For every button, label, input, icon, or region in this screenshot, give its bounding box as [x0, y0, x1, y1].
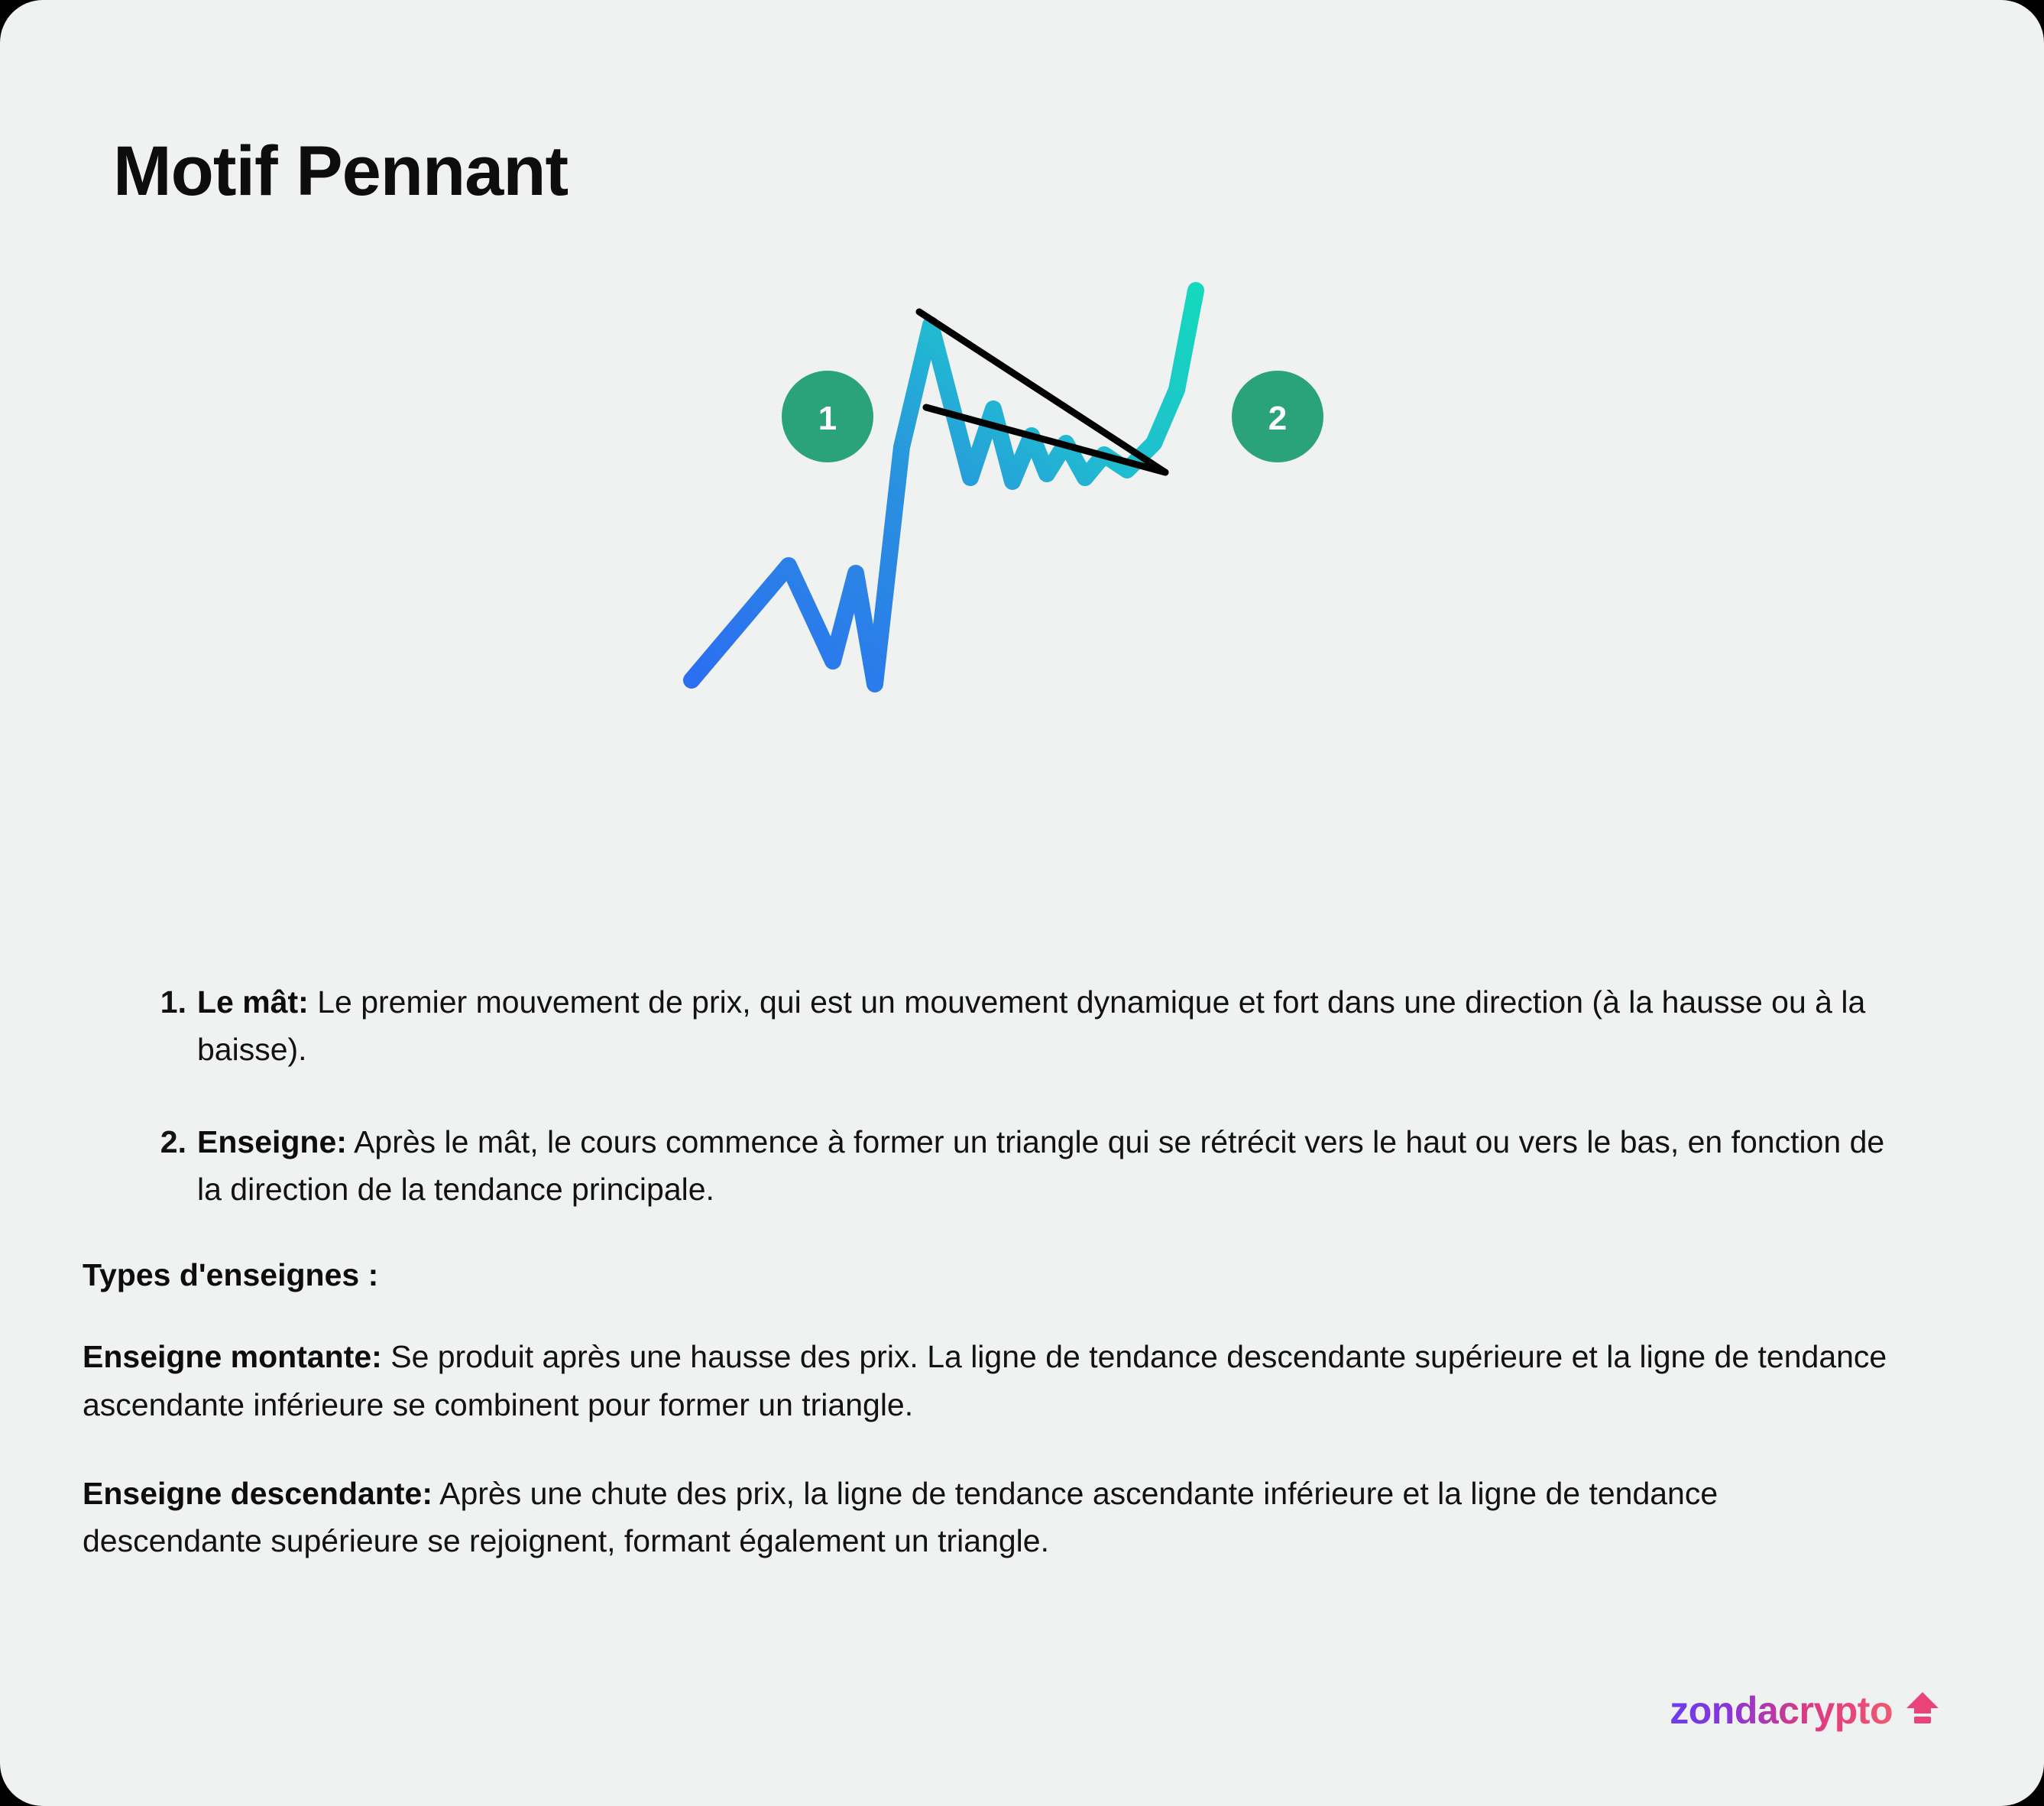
paragraph-falling-pennant	[83, 1470, 1899, 1565]
step-term: Enseigne:	[197, 1123, 347, 1159]
zonda-arrow-icon	[1902, 1688, 1943, 1733]
brand-logo	[1670, 1688, 1943, 1733]
marker-2-label: 2	[1268, 400, 1288, 437]
step-number: 1.	[160, 984, 186, 1020]
brand-name: zondacrypto	[1670, 1688, 1893, 1732]
marker-1-label: 1	[818, 400, 837, 437]
marker-1	[782, 371, 873, 462]
step-term: Le mât:	[197, 984, 309, 1020]
paragraph-text: Se produit après une hausse des prix. La ligne de tendance descendante supérieure et la ligne de tendance ascendante inférieure se combinent pour former un triangle.	[83, 1339, 1887, 1422]
list-item	[145, 1118, 1891, 1214]
types-heading: Types d'enseignes :	[83, 1257, 379, 1293]
paragraph-term: Enseigne descendante:	[83, 1475, 432, 1511]
steps-list	[0, 978, 2044, 1213]
paragraph-text: Après une chute des prix, la ligne de tendance ascendante inférieure et la ligne de tendance descendante supérieure se rejoignent, formant également un triangle.	[83, 1475, 1718, 1559]
marker-2	[1232, 371, 1323, 462]
paragraph-term: Enseigne montante:	[83, 1339, 382, 1375]
step-text: Le premier mouvement de prix, qui est un mouvement dynamique et fort dans une direction (à la hausse ou à la baisse).	[197, 984, 1866, 1068]
price-line	[692, 290, 1196, 684]
description-content	[0, 978, 2044, 1607]
step-number: 2.	[160, 1123, 186, 1159]
step-text: Après le mât, le cours commence à former un triangle qui se rétrécit vers le haut ou vers le bas, en fonction de la direction de la tendance principale.	[197, 1123, 1885, 1207]
page-title: Motif Pennant	[113, 131, 568, 210]
list-item	[145, 978, 1891, 1074]
pennant-pattern-diagram	[688, 252, 1475, 848]
paragraph-rising-pennant	[83, 1333, 1899, 1428]
